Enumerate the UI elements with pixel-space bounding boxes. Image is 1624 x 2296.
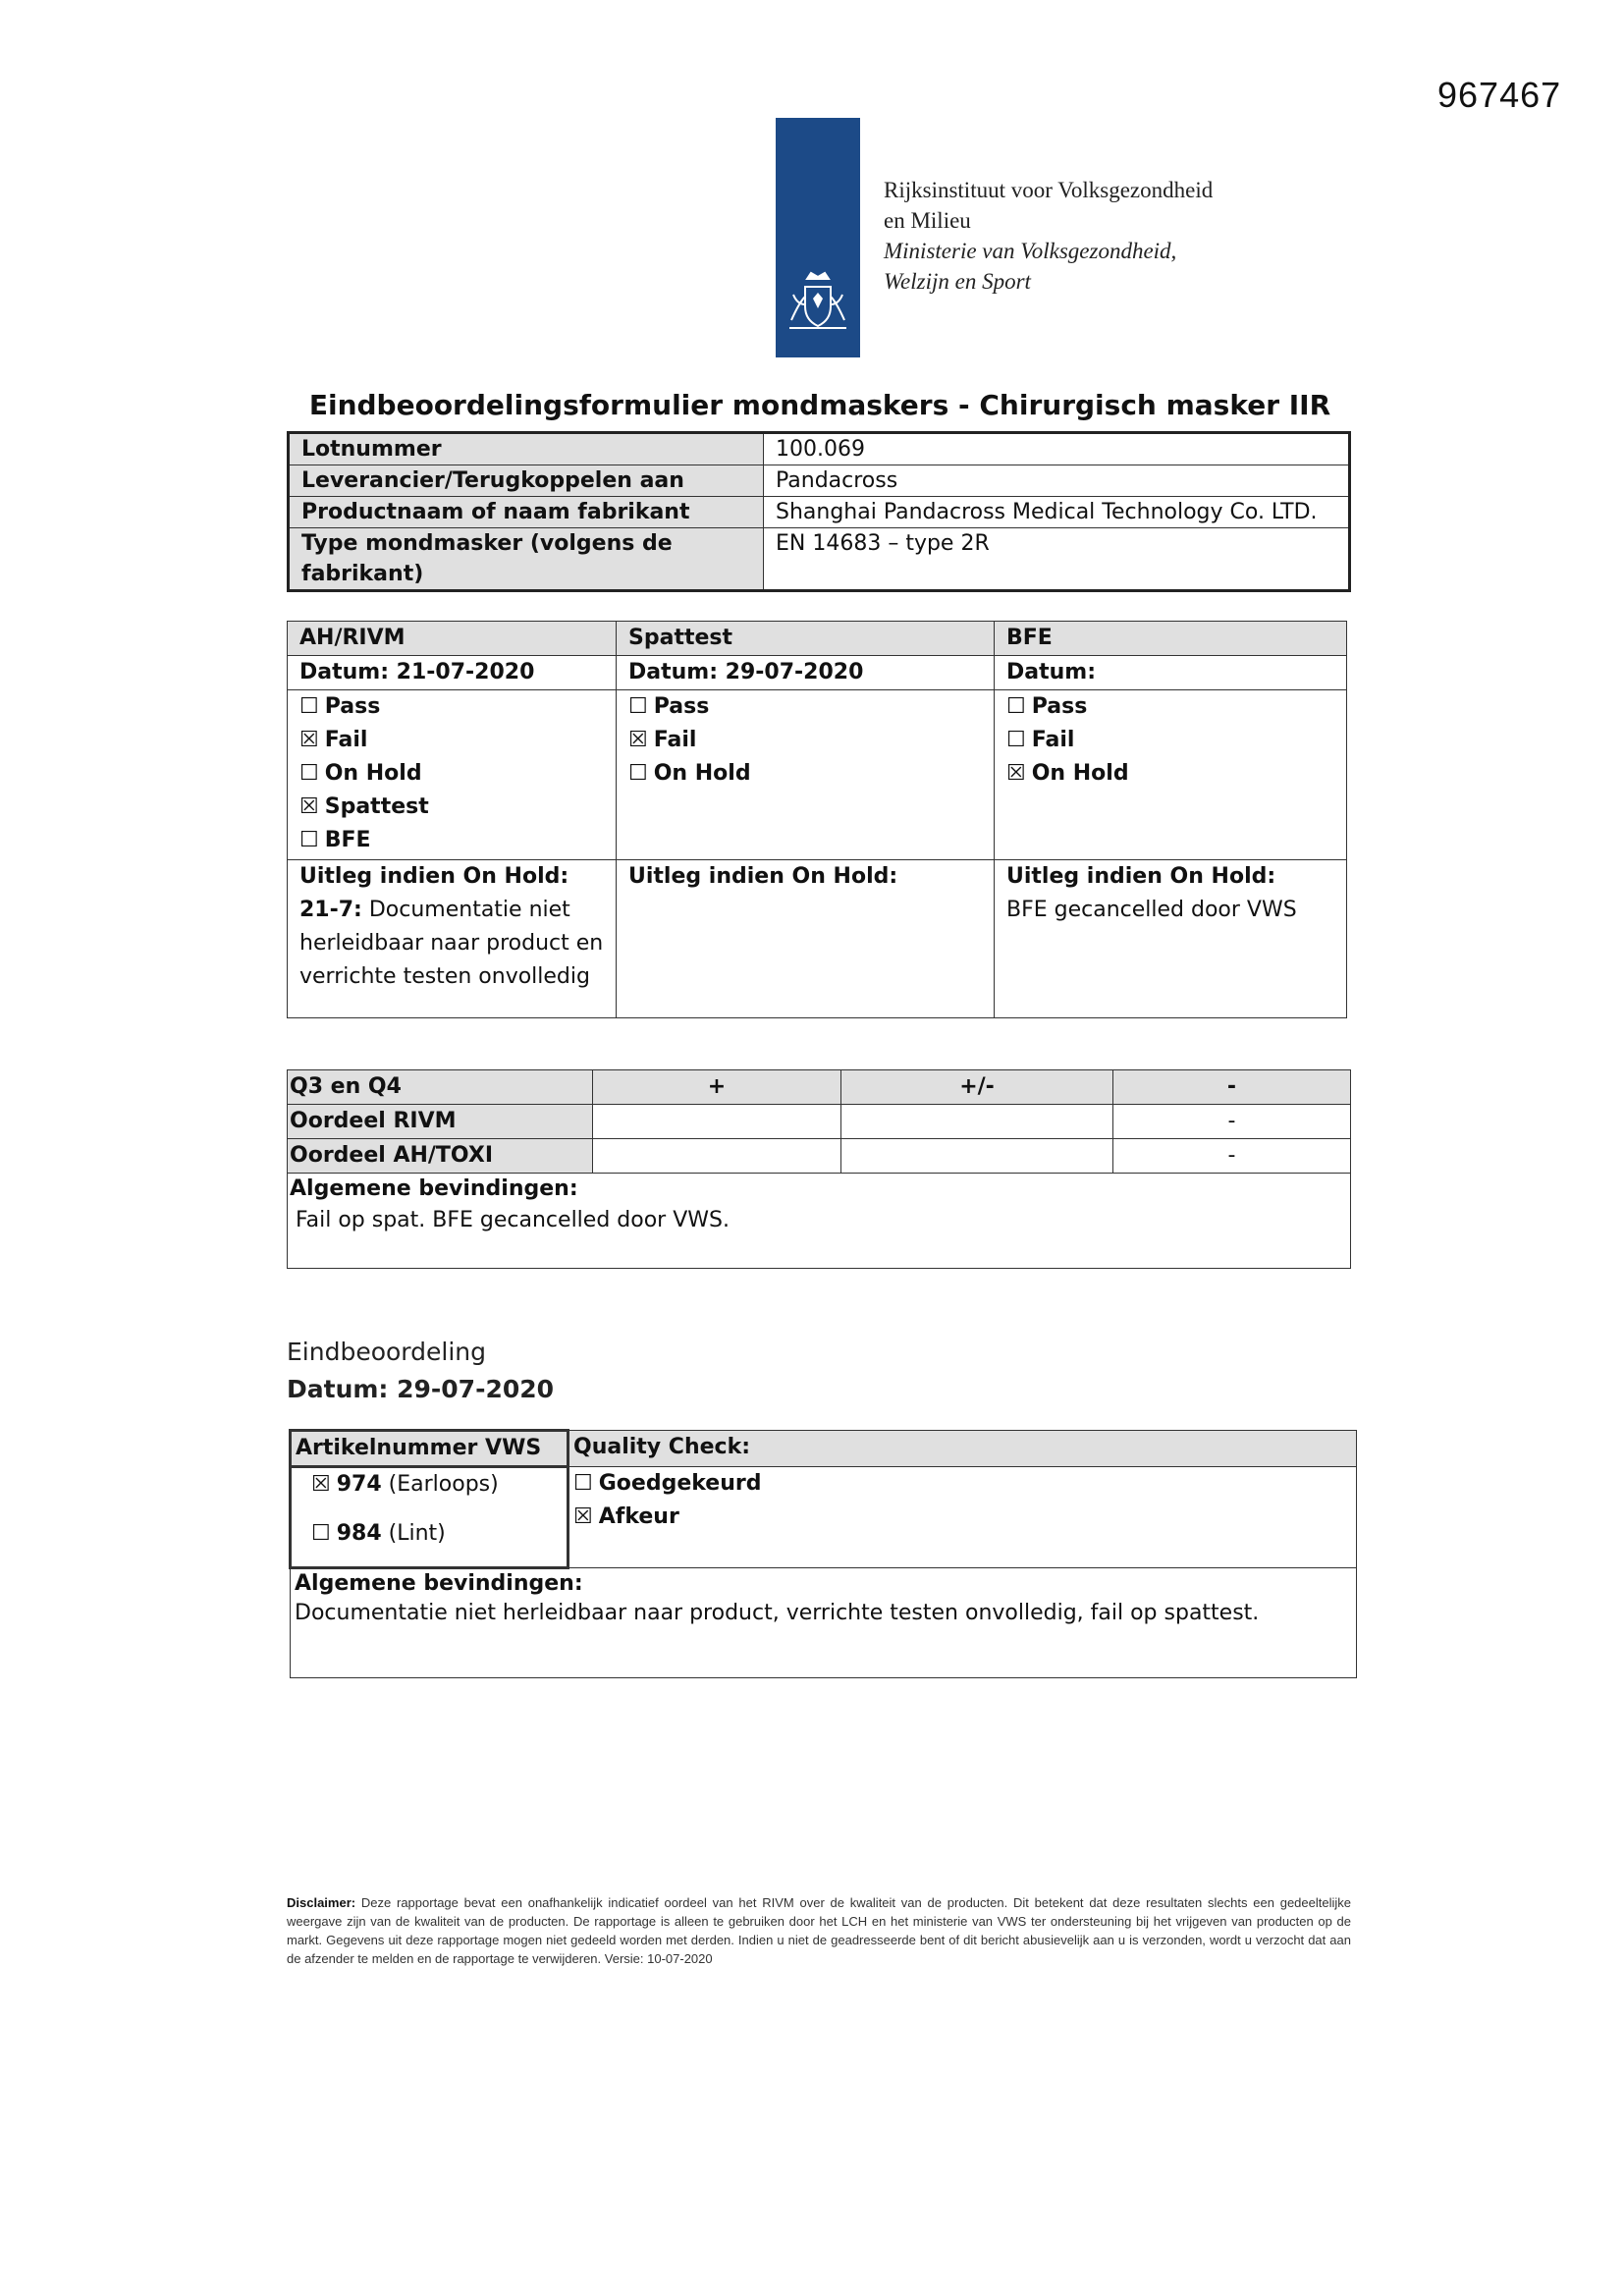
table-row <box>288 1139 1351 1174</box>
table-row <box>288 860 1347 1018</box>
uitleg-spattest <box>617 860 995 1018</box>
final-assessment-date: Datum: 29-07-2020 <box>287 1375 555 1403</box>
table-row <box>289 465 1350 497</box>
final-assessment-label: Eindbeoordeling <box>287 1338 486 1366</box>
checkbox-icon[interactable]: ☒ <box>299 794 319 819</box>
info-value: 100.069 <box>764 433 1350 465</box>
logo-line-3: Ministerie van Volksgezondheid, <box>884 239 1177 263</box>
option-on-hold[interactable] <box>299 757 604 791</box>
checkbox-icon[interactable]: ☐ <box>1006 694 1026 719</box>
info-value: Shanghai Pandacross Medical Technology Co. LTD. <box>764 497 1350 528</box>
qc-option-afkeur[interactable] <box>573 1501 1352 1534</box>
qc-header: Quality Check: <box>568 1431 1357 1467</box>
art-header: Artikelnummer VWS <box>291 1431 568 1467</box>
table-row <box>289 497 1350 528</box>
qc-option-goedgekeurd[interactable] <box>573 1467 1352 1501</box>
logo-line-4: Welzijn en Sport <box>884 269 1031 294</box>
option-label: Spattest <box>324 794 429 819</box>
table-row <box>291 1431 1357 1467</box>
q-cell-plusminus[interactable] <box>841 1139 1113 1174</box>
findings-text: Fail op spat. BFE gecancelled door VWS. <box>296 1208 730 1232</box>
date-spattest: Datum: 29-07-2020 <box>617 656 995 690</box>
uitleg-ah-rivm <box>288 860 617 1018</box>
q-findings <box>288 1174 1351 1269</box>
option-bfe[interactable] <box>299 824 604 857</box>
qc-options <box>568 1467 1357 1568</box>
art-number: 984 <box>336 1521 382 1546</box>
options-spattest <box>617 690 995 860</box>
q-cell-plus[interactable] <box>593 1105 841 1139</box>
art-option-984[interactable] <box>311 1517 563 1551</box>
q-cell-plusminus[interactable] <box>841 1105 1113 1139</box>
checkbox-icon[interactable]: ☐ <box>299 694 319 719</box>
q-header-plusminus: +/- <box>841 1070 1113 1105</box>
header-bfe: BFE <box>995 622 1347 656</box>
q-cell-plus[interactable] <box>593 1139 841 1174</box>
checkbox-icon[interactable]: ☐ <box>299 828 319 852</box>
checkbox-icon[interactable]: ☒ <box>311 1472 331 1497</box>
findings-label: Algemene bevindingen: <box>290 1176 578 1201</box>
header-spattest: Spattest <box>617 622 995 656</box>
disclaimer-text: Deze rapportage bevat een onafhankelijk indicatief oordeel van het RIVM over de kwaliteit van de producten. Dit betekent dat deze resultaten slechts een gedeeltelijke weergave zijn van de kwaliteit van de producten. De rapportage is alleen te gebruiken door het LCH en het ministerie van VWS ter ondersteuning bij het vrijgeven van producten op de markt. Gegevens uit deze rapportage mogen niet gedeeld worden met derden. Indien u niet de geadresseerde bent of dit bericht abusievelijk aan u is verzonden, wordt u verzocht dat aan de afzender te melden en de rapportage te verwijderen. Versie: 10-07-2020 <box>287 1895 1351 1966</box>
checkbox-icon[interactable]: ☐ <box>299 761 319 786</box>
logo-line-1: Rijksinstituut voor Volksgezondheid <box>884 178 1214 202</box>
table-row <box>291 1467 1357 1568</box>
info-label: Lotnummer <box>289 433 764 465</box>
option-on-hold[interactable] <box>628 757 982 791</box>
info-label: Productnaam of naam fabrikant <box>289 497 764 528</box>
checkbox-icon[interactable]: ☐ <box>311 1521 331 1546</box>
option-label: Pass <box>324 694 381 719</box>
option-label: Fail <box>653 728 697 752</box>
date-ah-rivm: Datum: 21-07-2020 <box>288 656 617 690</box>
final-assessment-table <box>289 1429 1357 1678</box>
option-fail[interactable] <box>299 724 604 757</box>
q-header-minus: - <box>1113 1070 1351 1105</box>
option-label: BFE <box>324 828 371 852</box>
q-header-label: Q3 en Q4 <box>288 1070 593 1105</box>
checkbox-icon[interactable]: ☐ <box>628 694 648 719</box>
uitleg-text: BFE gecancelled door VWS <box>1006 898 1297 922</box>
table-row <box>288 622 1347 656</box>
option-label: On Hold <box>653 761 751 786</box>
q-cell-minus[interactable]: - <box>1113 1139 1351 1174</box>
checkbox-icon[interactable]: ☐ <box>628 761 648 786</box>
option-on-hold[interactable] <box>1006 757 1334 791</box>
art-options <box>291 1467 568 1568</box>
disclaimer-label: Disclaimer: <box>287 1895 356 1910</box>
final-findings <box>291 1568 1357 1678</box>
option-fail[interactable] <box>628 724 982 757</box>
q3-q4-table <box>287 1069 1351 1269</box>
checkbox-icon[interactable]: ☐ <box>1006 728 1026 752</box>
q-header-plus: + <box>593 1070 841 1105</box>
option-fail[interactable] <box>1006 724 1334 757</box>
uitleg-label: Uitleg indien On Hold: <box>628 864 898 889</box>
test-results-table <box>287 621 1347 1018</box>
findings-label: Algemene bevindingen: <box>295 1571 583 1596</box>
art-desc: (Lint) <box>381 1521 446 1546</box>
disclaimer <box>287 1893 1351 1968</box>
option-spattest[interactable] <box>299 791 604 824</box>
date-bfe: Datum: <box>995 656 1347 690</box>
logo-line-2: en Milieu <box>884 208 971 233</box>
final-assessment-heading <box>287 1334 554 1408</box>
option-pass[interactable] <box>1006 690 1334 724</box>
uitleg-bfe <box>995 860 1347 1018</box>
option-pass[interactable] <box>628 690 982 724</box>
art-number: 974 <box>336 1472 382 1497</box>
art-desc: (Earloops) <box>381 1472 499 1497</box>
uitleg-text <box>299 894 604 994</box>
checkbox-icon[interactable]: ☒ <box>573 1504 593 1529</box>
crest-icon <box>785 265 850 336</box>
findings-text: Documentatie niet herleidbaar naar product, verrichte testen onvolledig, fail op spattest. <box>295 1601 1260 1625</box>
rijksoverheid-logo <box>776 118 860 357</box>
header-ah-rivm: AH/RIVM <box>288 622 617 656</box>
info-label: Type mondmasker (volgens de fabrikant) <box>289 528 764 591</box>
info-label: Leverancier/Terugkoppelen aan <box>289 465 764 497</box>
art-option-974[interactable] <box>311 1468 563 1502</box>
q-cell-minus[interactable]: - <box>1113 1105 1351 1139</box>
uitleg-date: 21-7: <box>299 898 362 922</box>
table-row <box>288 1174 1351 1269</box>
options-ah-rivm <box>288 690 617 860</box>
q-row-label: Oordeel AH/TOXI <box>288 1139 593 1174</box>
qc-label: Goedgekeurd <box>598 1471 762 1496</box>
checkbox-icon[interactable]: ☐ <box>573 1471 593 1496</box>
checkbox-icon[interactable]: ☒ <box>628 728 648 752</box>
q-row-label: Oordeel RIVM <box>288 1105 593 1139</box>
table-row <box>288 1070 1351 1105</box>
checkbox-icon[interactable]: ☒ <box>299 728 319 752</box>
option-label: Pass <box>653 694 710 719</box>
option-label: Pass <box>1031 694 1088 719</box>
info-value: EN 14683 – type 2R <box>764 528 1350 591</box>
option-pass[interactable] <box>299 690 604 724</box>
table-row <box>288 656 1347 690</box>
uitleg-label: Uitleg indien On Hold: <box>1006 864 1276 889</box>
uitleg-label: Uitleg indien On Hold: <box>299 864 569 889</box>
logo-text <box>884 175 1213 297</box>
info-value: Pandacross <box>764 465 1350 497</box>
option-label: Fail <box>1031 728 1075 752</box>
table-row <box>288 690 1347 860</box>
table-row <box>291 1568 1357 1678</box>
document-id: 967467 <box>1437 75 1562 115</box>
table-row <box>288 1105 1351 1139</box>
option-label: On Hold <box>324 761 422 786</box>
checkbox-icon[interactable]: ☒ <box>1006 761 1026 786</box>
option-label: Fail <box>324 728 368 752</box>
qc-label: Afkeur <box>598 1504 679 1529</box>
option-label: On Hold <box>1031 761 1129 786</box>
product-info-table <box>287 431 1351 592</box>
form-title: Eindbeoordelingsformulier mondmaskers - Chirurgisch masker IIR <box>308 389 1331 421</box>
table-row <box>289 528 1350 591</box>
table-row <box>289 433 1350 465</box>
options-bfe <box>995 690 1347 860</box>
uitleg-body: Documentatie niet herleidbaar naar product en verrichte testen onvolledig <box>299 898 604 989</box>
